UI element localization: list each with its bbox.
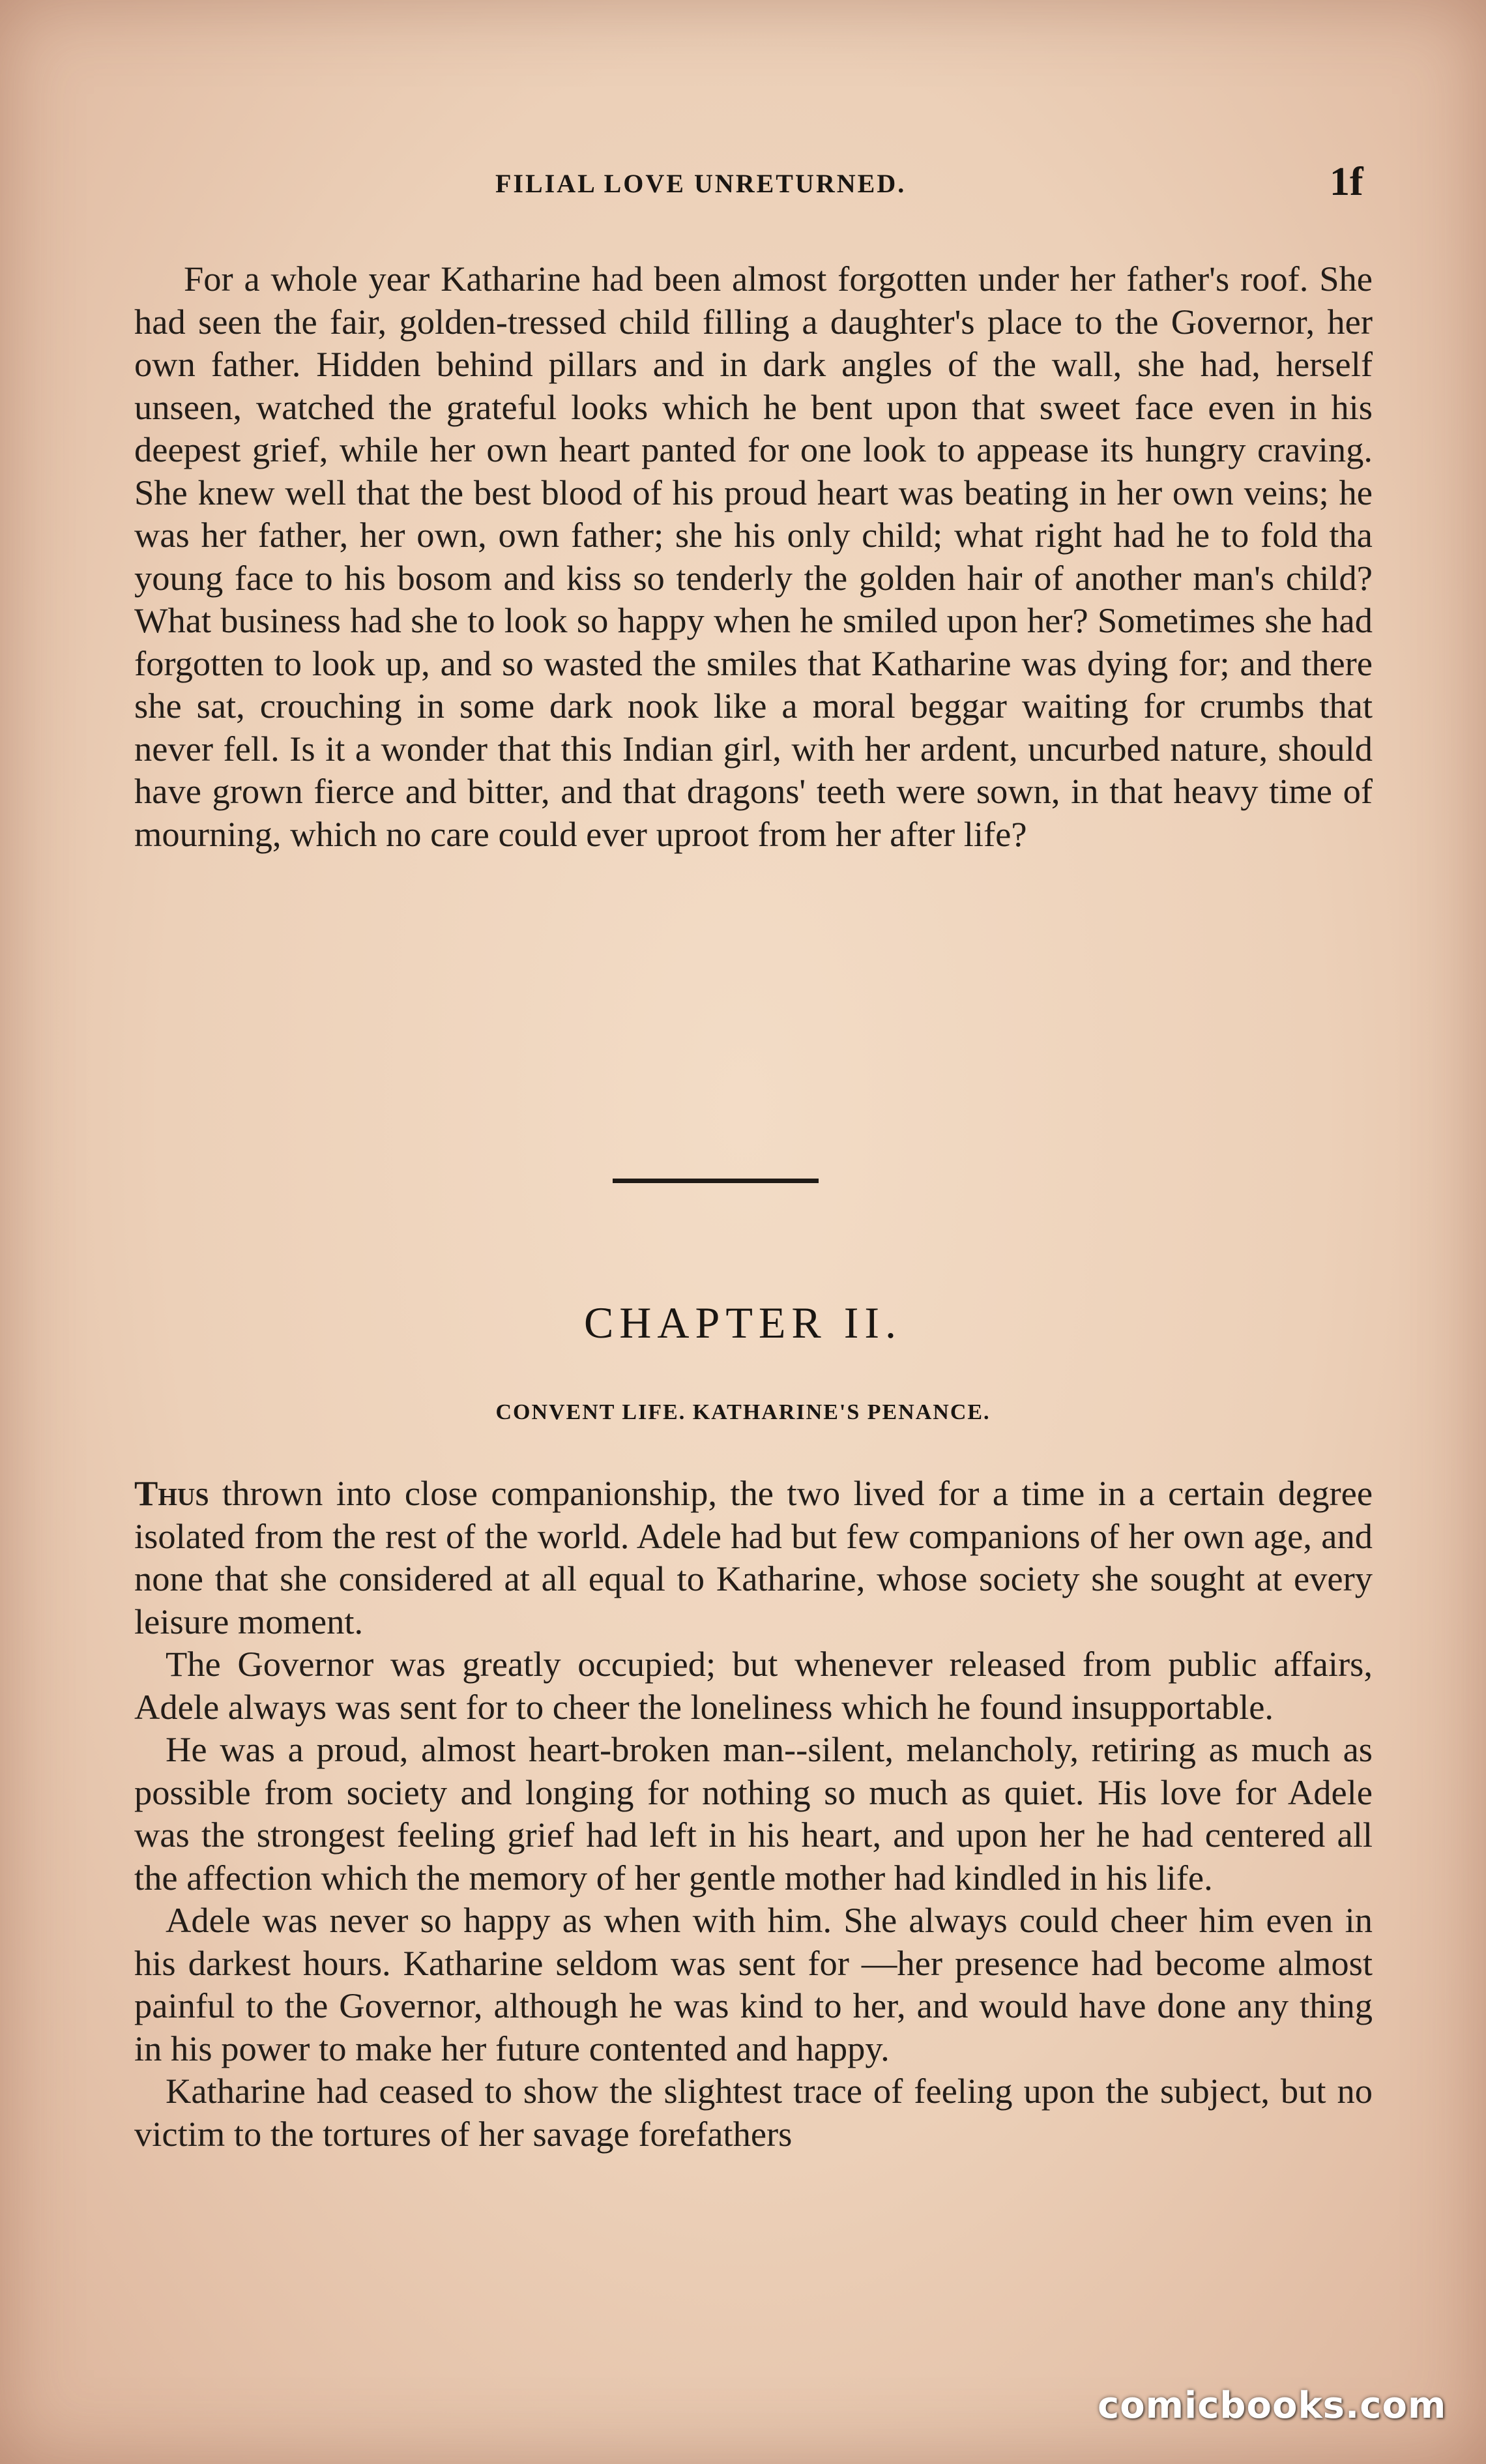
paragraph: He was a proud, almost heart-broken man--silent, melancholy, retiring as much as possible from society and longing for nothing so much as quiet. His love for Adele was the strongest feeling grief had left in his heart, and upon her he had centered all the affection which the memory of her gentle mother had kindled in his life. bbox=[134, 1729, 1373, 1898]
watermark: comicbooks.com bbox=[1098, 2384, 1447, 2427]
opening-word: Thus bbox=[134, 1473, 209, 1513]
paragraph bbox=[134, 1472, 1373, 1643]
section-divider-rule bbox=[613, 1179, 819, 1183]
chapter-title: CHAPTER II. bbox=[583, 1298, 903, 1347]
running-head: FILIAL LOVE UNRETURNED. bbox=[495, 169, 907, 198]
section-1-text bbox=[134, 257, 1373, 855]
page-number: 1f bbox=[1330, 160, 1363, 204]
paragraph-text: thrown into close companionship, the two lived for a time in a certain degree isolated from the rest of the world. Adele had but few companions of her own age, and none that she considered at all equal to Katharine, whose society she sought at every leisure moment. bbox=[134, 1473, 1373, 1641]
section-2-text bbox=[134, 1472, 1373, 2155]
chapter-subtitle: CONVENT LIFE. KATHARINE'S PENANCE. bbox=[495, 1400, 991, 1424]
paragraph: Katharine had ceased to show the slightest trace of feeling upon the subject, but no victim to the tortures of her savage forefathers bbox=[134, 2071, 1373, 2154]
paragraph: Adele was never so happy as when with him. She always could cheer him even in his darkest hours. Katharine seldom was sent for —her presence had become almost painful to the Governor, although he was kind to her, and would have done any thing in his power to make her future contented and happy. bbox=[134, 1900, 1373, 2068]
paragraph: The Governor was greatly occupied; but whenever released from public affairs, Adele always was sent for to cheer the loneliness which he found insupportable. bbox=[134, 1644, 1373, 1727]
paragraph: For a whole year Katharine had been almost forgotten under her father's roof. She had seen the fair, golden-tressed child filling a daughter's place to the Governor, her own father. Hidden behind pillars and in dark angles of the wall, she had, herself unseen, watched the grateful looks which he bent upon that sweet face even in his deepest grief, while her own heart panted for one look to appease its hungry craving. She knew well that the best blood of his proud heart was beating in her own veins; he was her father, her own, own father; she his only child; what right had he to fold tha young face to his bosom and kiss so tenderly the golden hair of another man's child? What business had she to look so happy when he smiled upon her? Sometimes she had forgotten to look up, and so wasted the smiles that Katharine was dying for; and there she sat, crouching in some dark nook like a moral beggar waiting for crumbs that never fell. Is it a wonder that this Indian girl, with her ardent, uncurbed nature, should have grown fierce and bitter, and that dragons' teeth were sown, in that heavy time of mourning, which no care could ever uproot from her after life? bbox=[134, 259, 1373, 854]
